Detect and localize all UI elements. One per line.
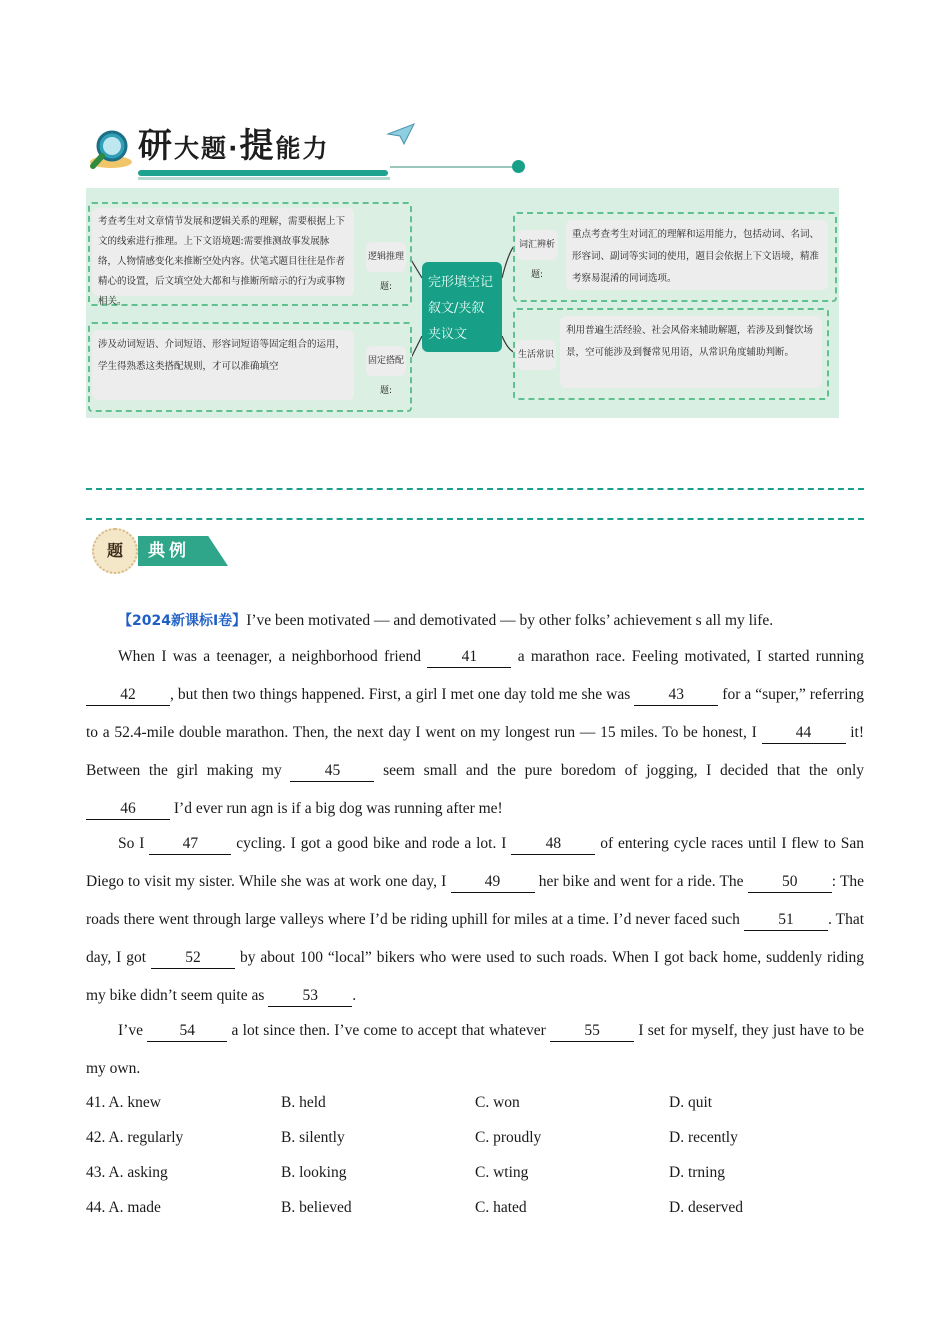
blank-44[interactable]: 44 <box>762 723 846 744</box>
option-41-a[interactable]: 41. A. knew <box>86 1094 161 1111</box>
blank-51[interactable]: 51 <box>744 910 828 931</box>
mindmap-center: 完形填空记叙文/夹叙夹议文 <box>422 262 502 352</box>
option-41-c[interactable]: C. won <box>475 1094 520 1111</box>
blank-54[interactable]: 54 <box>147 1021 227 1042</box>
option-44-a[interactable]: 44. A. made <box>86 1199 161 1216</box>
option-43-b[interactable]: B. looking <box>281 1164 347 1181</box>
example-tag-ribbon-text: 典例 <box>148 541 190 561</box>
banner-title: 研大题·提能力 <box>138 126 330 166</box>
passage-source: 【2024新课标Ⅰ卷】 <box>118 613 247 629</box>
option-43-a[interactable]: 43. A. asking <box>86 1164 168 1181</box>
mindmap-text-collocation: 涉及动词短语、介词短语、形容词短语等固定组合的运用，学生得熟悉这类搭配规则，才可以准确填空 <box>92 330 354 400</box>
blank-52[interactable]: 52 <box>151 948 235 969</box>
blank-48[interactable]: 48 <box>511 834 595 855</box>
option-44-d[interactable]: D. deserved <box>669 1199 744 1216</box>
magnifier-icon <box>88 128 134 170</box>
option-42-c[interactable]: C. proudly <box>475 1129 542 1146</box>
blank-53[interactable]: 53 <box>268 986 352 1007</box>
paper-plane-icon <box>388 124 414 144</box>
banner-dot <box>512 160 525 173</box>
blank-45[interactable]: 45 <box>290 761 374 782</box>
banner-underline <box>138 170 388 176</box>
blank-42[interactable]: 42 <box>86 685 170 706</box>
passage-intro-line <box>86 606 864 636</box>
option-43-c[interactable]: C. wting <box>475 1164 529 1181</box>
mindmap-text-logic: 考查考生对文章情节发展和逻辑关系的理解，需要根据上下文的线索进行推理。上下文语境题:需要推测故事发展脉络，人物情感变化来推断空处内容。伏笔式题目往往是作者精心的设置，后文填空处大都和与推断所暗示的行为或事物相关。 <box>92 208 354 296</box>
option-44-c[interactable]: C. hated <box>475 1199 527 1216</box>
passage-intro: I’ve been motivated — and demotivated — by other folks’ achievement s all my life. <box>246 612 774 629</box>
mindmap-label-common-sense: 生活常识 <box>516 340 556 370</box>
mindmap-label-vocab: 词汇辨析题: <box>516 230 558 260</box>
passage-paragraph-3: I’ve 54 a lot since then. I’ve come to accept that whatever 55 I set for myself, they just have to be my own. <box>86 1022 865 1077</box>
example-tag-circle-text: 题 <box>106 541 123 560</box>
separator-bottom <box>86 518 864 520</box>
mindmap-text-vocab: 重点考查考生对词汇的理解和运用能力，包括动词、名词、形容词、副词等实词的使用，题目会依据上下文语境，精准考察易混淆的同词选项。 <box>566 220 828 290</box>
blank-47[interactable]: 47 <box>149 834 231 855</box>
mindmap-label-collocation: 固定搭配题: <box>366 346 406 376</box>
blank-41[interactable]: 41 <box>427 647 511 668</box>
banner-thin-line <box>390 166 514 168</box>
option-42-d[interactable]: D. recently <box>669 1129 738 1146</box>
banner-underline-shadow <box>138 177 390 180</box>
option-42-a[interactable]: 42. A. regularly <box>86 1129 184 1146</box>
option-41-d[interactable]: D. quit <box>669 1094 713 1111</box>
blank-50[interactable]: 50 <box>748 872 832 893</box>
blank-49[interactable]: 49 <box>451 872 535 893</box>
option-43-d[interactable]: D. trning <box>669 1164 725 1181</box>
option-42-b[interactable]: B. silently <box>281 1129 345 1146</box>
mindmap-text-common-sense: 利用普遍生活经验、社会风俗来辅助解题，若涉及到餐饮场景，空可能涉及到餐常见用语，从常识角度辅助判断。 <box>560 316 822 388</box>
passage-paragraph-2: So I 47 cycling. I got a good bike and rode a lot. I 48 of entering cycle races until I flew to San Diego to visit my sister. While she was at work one day, I 49 her bike and went for a ride. The 50 : The roads there went through large valleys where I’d be riding uphill for miles at a time. I’d never faced such 51 . That day, I got 52 by about 100 “local” bikers who were used to such roads. When I got back home, suddenly riding my bike didn’t seem quite as 53 . <box>86 825 864 1015</box>
blank-46[interactable]: 46 <box>86 799 170 820</box>
separator-top <box>86 488 864 490</box>
mindmap-label-logic: 逻辑推理题: <box>366 242 406 272</box>
blank-43[interactable]: 43 <box>634 685 718 706</box>
passage-paragraph-1: When I was a teenager, a neighborhood friend 41 a marathon race. Feeling motivated, I started running 42 , but then two things happened. First, a girl I met one day told me she was 43 for a “super,” referring to a 52.4-mile double marathon. Then, the next day I went on my longest run — 15 miles. To be honest, I 44 it! Between the girl making my 45 seem small and the pure boredom of jogging, I decided that the only 46 I’d ever run agn is if a big dog was running after me! <box>86 638 864 828</box>
blank-55[interactable]: 55 <box>550 1021 634 1042</box>
option-44-b[interactable]: B. believed <box>281 1199 352 1216</box>
option-41-b[interactable]: B. held <box>281 1094 326 1111</box>
